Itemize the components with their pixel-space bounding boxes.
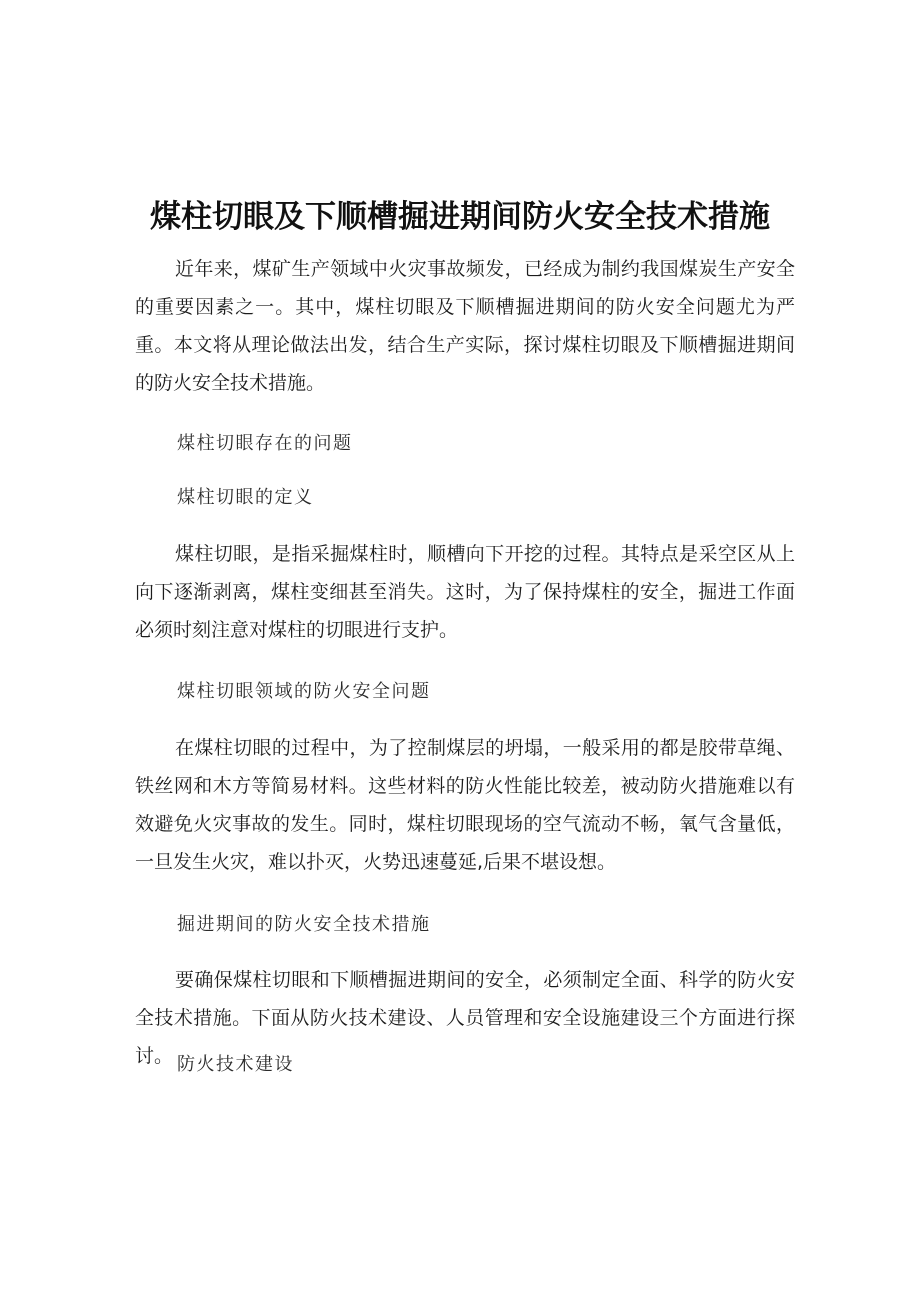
subheading-fire-safety-problems: 煤柱切眼领域的防火安全问题 <box>177 681 431 702</box>
fire-safety-problems-paragraph: 在煤柱切眼的过程中，为了控制煤层的坍塌，一般采用的都是胶带草绳、铁丝网和木方等简易材料。这些材料的防火性能比较差，被动防火措施难以有效避免火灾事故的发生。同时，煤柱切眼现场的空气流动不畅，氧气含量低，一旦发生火灾，难以扑灭，火势迅速蔓延,后果不堪设想。 <box>135 737 795 873</box>
section-heading-fire-safety-measures: 掘进期间的防火安全技术措施 <box>177 914 431 935</box>
section-heading-coal-pillar-problems: 煤柱切眼存在的问题 <box>177 433 353 454</box>
measures-intro-paragraph: 要确保煤柱切眼和下顺槽掘进期间的安全，必须制定全面、科学的防火安全技术措施。下面从防火技术建设、人员管理和安全设施建设三个方面进行探讨。 <box>135 969 795 1067</box>
definition-paragraph: 煤柱切眼，是指采掘煤柱时，顺槽向下开挖的过程。其特点是采空区从上向下逐渐剥离，煤柱变细甚至消失。这时，为了保持煤柱的安全，掘进工作面必须时刻注意对煤柱的切眼进行支护。 <box>135 543 795 641</box>
subheading-fire-tech-construction: 防火技术建设 <box>177 1054 294 1075</box>
document-title: 煤柱切眼及下顺槽掘进期间防火安全技术措施 <box>150 199 770 235</box>
subheading-coal-pillar-definition: 煤柱切眼的定义 <box>177 487 314 508</box>
intro-paragraph: 近年来，煤矿生产领域中火灾事故频发，已经成为制约我国煤炭生产安全的重要因素之一。其中，煤柱切眼及下顺槽掘进期间的防火安全问题尤为严重。本文将从理论做法出发，结合生产实际，探讨煤柱切眼及下顺槽掘进期间的防火安全技术措施。 <box>135 258 795 394</box>
